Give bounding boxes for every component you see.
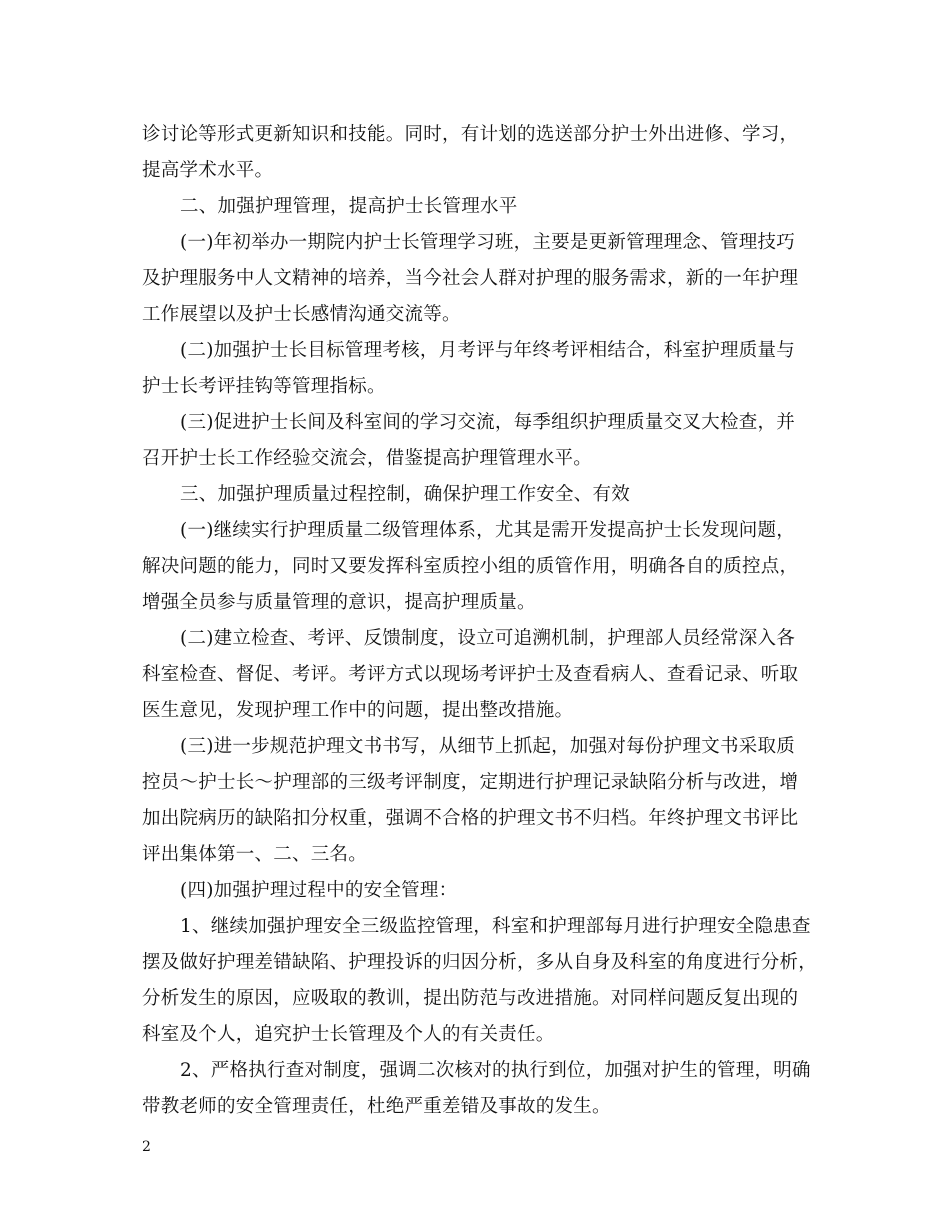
text-line: (一)年初举办一期院内护士长管理学习班，主要是更新管理理念、管理技巧 xyxy=(180,232,795,253)
section-heading: 三、加强护理质量过程控制，确保护理工作安全、有效 xyxy=(180,484,631,505)
text-line: (一)继续实行护理质量二级管理体系，尤其是需开发提高护士长发现问题， xyxy=(180,520,795,541)
text-line: 诊讨论等形式更新知识和技能。同时，有计划的选送部分护士外出进修、学习， xyxy=(142,124,799,145)
text-line: (三)进一步规范护理文书书写，从细节上抓起，加强对每份护理文书采取质 xyxy=(180,736,795,757)
text-line: 控员～护士长～护理部的三级考评制度，定期进行护理记录缺陷分析与改进，增 xyxy=(142,772,799,793)
text-line: 摆及做好护理差错缺陷、护理投诉的归因分析，多从自身及科室的角度进行分析， xyxy=(142,952,818,973)
text-line: 评出集体第一、二、三名。 xyxy=(142,844,368,865)
text-line: 提高学术水平。 xyxy=(142,160,274,181)
text-line: 带教老师的安全管理责任，杜绝严重差错及事故的发生。 xyxy=(142,1096,611,1117)
text-line: 护士长考评挂钩等管理指标。 xyxy=(142,376,386,397)
text-line: 解决问题的能力，同时又要发挥科室质控小组的质管作用，明确各自的质控点， xyxy=(142,556,799,577)
text-line: 增强全员参与质量管理的意识，提高护理质量。 xyxy=(142,592,536,613)
text-line: 科室及个人，追究护士长管理及个人的有关责任。 xyxy=(142,1024,555,1045)
text-line: 召开护士长工作经验交流会，借鉴提高护理管理水平。 xyxy=(142,448,593,469)
page-number: 2 xyxy=(142,1139,151,1155)
text-line: 2、严格执行查对制度，强调二次核对的执行到位，加强对护生的管理，明确 xyxy=(180,1060,811,1081)
text-line: 加出院病历的缺陷扣分权重，强调不合格的护理文书不归档。年终护理文书评比 xyxy=(142,808,799,829)
text-line: (三)促进护士长间及科室间的学习交流，每季组织护理质量交叉大检查，并 xyxy=(180,412,795,433)
text-line: (四)加强护理过程中的安全管理： xyxy=(180,880,458,901)
text-line: 医生意见，发现护理工作中的问题，提出整改措施。 xyxy=(142,700,574,721)
text-line: 1、继续加强护理安全三级监控管理，科室和护理部每月进行护理安全隐患查 xyxy=(180,916,811,937)
text-line: 科室检查、督促、考评。考评方式以现场考评护士及查看病人、查看记录、听取 xyxy=(142,664,799,685)
text-line: (二)加强护士长目标管理考核，月考评与年终考评相结合，科室护理质量与 xyxy=(180,340,795,361)
text-line: 及护理服务中人文精神的培养，当今社会人群对护理的服务需求，新的一年护理 xyxy=(142,268,799,289)
section-heading: 二、加强护理管理，提高护士长管理水平 xyxy=(180,196,518,217)
text-line: 工作展望以及护士长感情沟通交流等。 xyxy=(142,304,461,325)
text-line: 分析发生的原因，应吸取的教训，提出防范与改进措施。对同样问题反复出现的 xyxy=(142,988,799,1009)
text-line: (二)建立检查、考评、反馈制度，设立可追溯机制，护理部人员经常深入各 xyxy=(180,628,795,649)
